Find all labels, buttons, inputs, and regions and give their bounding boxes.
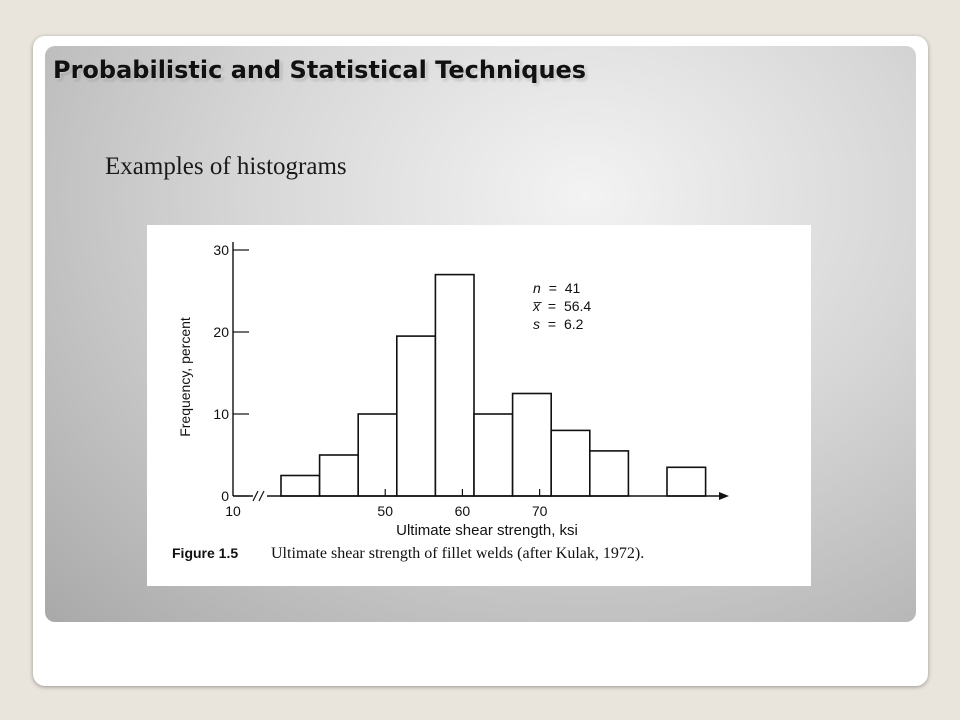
histogram-bar-3 [358,414,397,496]
y-tick-label-30: 30 [213,242,229,258]
figure-label: Figure 1.5 [172,545,239,561]
bars-layer [281,275,706,496]
x-tick-label-70: 70 [531,503,548,519]
histogram-bar-4 [397,336,436,496]
y-tick-label-20: 20 [213,324,229,340]
y-tick-label-0: 0 [221,488,229,504]
histogram-chart [147,225,811,586]
x-tick-label-10: 10 [225,503,241,519]
x-axis-arrow [719,492,729,500]
stat-sd-var: s [533,316,540,332]
slide-title: Probabilistic and Statistical Techniques [53,56,587,84]
stat-mean [532,298,591,314]
histogram-bar-9 [590,451,629,496]
histogram-bar-2 [320,455,359,496]
stat-n-var: n [533,280,541,296]
histogram-bar-8 [551,430,590,496]
histogram-bar-5 [435,275,474,496]
y-axis-label: Frequency, percent [177,317,193,437]
histogram-bar-10 [667,467,706,496]
figure-caption: Ultimate shear strength of fillet welds (after Kulak, 1972). [271,545,645,562]
stat-sd-value: 6.2 [563,316,584,332]
stat-n [533,280,581,296]
stats-annotation [532,280,591,332]
y-ticks [213,242,249,504]
x-tick-label-50: 50 [377,503,394,519]
stat-mean-var: x̅ [533,298,540,314]
stat-mean-value: 56.4 [563,298,592,314]
histogram-bar-6 [474,414,513,496]
x-axis-label: Ultimate shear strength, ksi [396,522,578,539]
histogram-bar-7 [513,394,552,497]
stat-mean-op: = [547,298,557,314]
histogram-bar-1 [281,476,320,497]
stat-sd-op: = [547,316,557,332]
histogram-figure [147,225,811,586]
axis-break-mark [253,491,264,501]
x-tick-label-60: 60 [454,503,471,519]
slide-subtitle: Examples of histograms [105,153,347,180]
stat-n-value: 41 [564,280,581,296]
stat-n-op: = [548,280,557,296]
y-tick-label-10: 10 [213,406,229,422]
stat-sd [533,316,584,332]
